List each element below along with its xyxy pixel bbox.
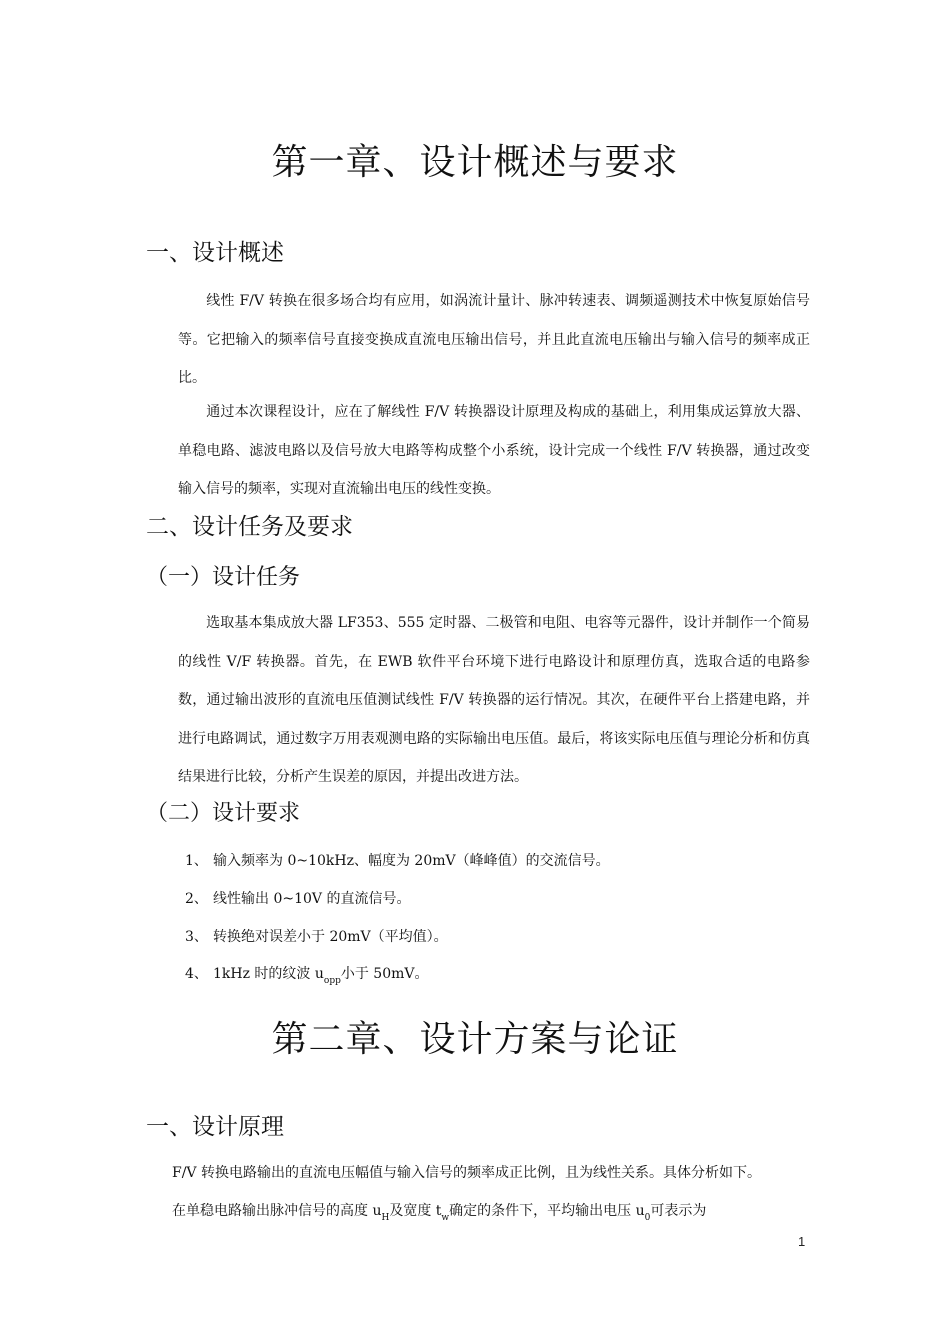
- task-paragraph-text: 选取基本集成放大器 LF353、555 定时器、二极管和电阻、电容等元器件，设计并制作一个简易的线性 V/F 转换器。首先，在 EWB 软件平台环境下进行电路设计和原理仿真，选取合适的电路参数，通过输出波形的直流电压值测试线性 F/V 转换器的运行情况。其次，在硬件平台上搭建电路，并进行电路调试，通过数字万用表观测电路的实际输出电压值。最后，将该实际电压值与理论分析和仿真结果进行比较，分析产生误差的原因，并提出改进方法。: [178, 615, 810, 785]
- subscript-w: w: [441, 1213, 450, 1223]
- requirement-item-3: [185, 926, 448, 946]
- requirement-item-1: [185, 850, 610, 870]
- chapter-2-title: 第二章、设计方案与论证: [271, 1019, 679, 1060]
- overview-paragraph-1: [178, 282, 810, 398]
- overview-paragraph-1-text: 线性 F/V 转换在很多场合均有应用，如涡流计量计、脉冲转速表、调频遥测技术中恢复原始信号等。它把输入的频率信号直接变换成直流电压输出信号，并且此直流电压输出与输入信号的频率成正比。: [178, 293, 810, 386]
- subscript-0: 0: [644, 1213, 651, 1223]
- overview-paragraph-2: [178, 393, 810, 509]
- requirement-item-2: [185, 888, 410, 908]
- subscript-h: H: [381, 1213, 390, 1223]
- requirement-text: 转换绝对误差小于 20mV（平均值）。: [213, 929, 448, 945]
- principle-line-2: [172, 1200, 707, 1223]
- requirement-text: 输入频率为 0~10kHz、幅度为 20mV（峰峰值）的交流信号。: [213, 853, 610, 869]
- requirement-text-tail: 小于 50mV。: [340, 966, 429, 982]
- subscript-opp: opp: [323, 976, 341, 986]
- principle-text: 在单稳电路输出脉冲信号的高度 u: [172, 1203, 382, 1219]
- chapter-1-title: 第一章、设计概述与要求: [271, 142, 679, 183]
- subsection-requirements-heading: （二）设计要求: [146, 801, 301, 826]
- principle-line-1: F/V 转换电路输出的直流电压幅值与输入信号的频率成正比例，且为线性关系。具体分析如下。: [172, 1165, 761, 1181]
- principle-text: 确定的条件下，平均输出电压 u: [449, 1203, 645, 1219]
- requirement-number: 3、: [185, 929, 208, 945]
- page-number: 1: [798, 1234, 806, 1249]
- task-paragraph: [178, 604, 810, 797]
- principle-text: 及宽度 t: [389, 1203, 442, 1219]
- requirement-number: 2、: [185, 891, 208, 907]
- requirement-number: 4、: [185, 966, 208, 982]
- requirement-text: 1kHz 时的纹波 u: [213, 966, 324, 982]
- section-principle-heading: 一、设计原理: [146, 1114, 284, 1140]
- requirement-item-4: [185, 963, 429, 986]
- requirement-number: 1、: [185, 853, 208, 869]
- section-task-requirements-heading: 二、设计任务及要求: [146, 514, 353, 540]
- section-overview-heading: 一、设计概述: [146, 240, 284, 266]
- subsection-task-heading: （一）设计任务: [146, 565, 301, 590]
- requirement-text: 线性输出 0~10V 的直流信号。: [213, 891, 411, 907]
- overview-paragraph-2-text: 通过本次课程设计，应在了解线性 F/V 转换器设计原理及构成的基础上，利用集成运算放大器、单稳电路、滤波电路以及信号放大电路等构成整个小系统，设计完成一个线性 F/V 转换器，通过改变输入信号的频率，实现对直流输出电压的线性变换。: [178, 404, 810, 497]
- principle-text: 可表示为: [650, 1203, 707, 1219]
